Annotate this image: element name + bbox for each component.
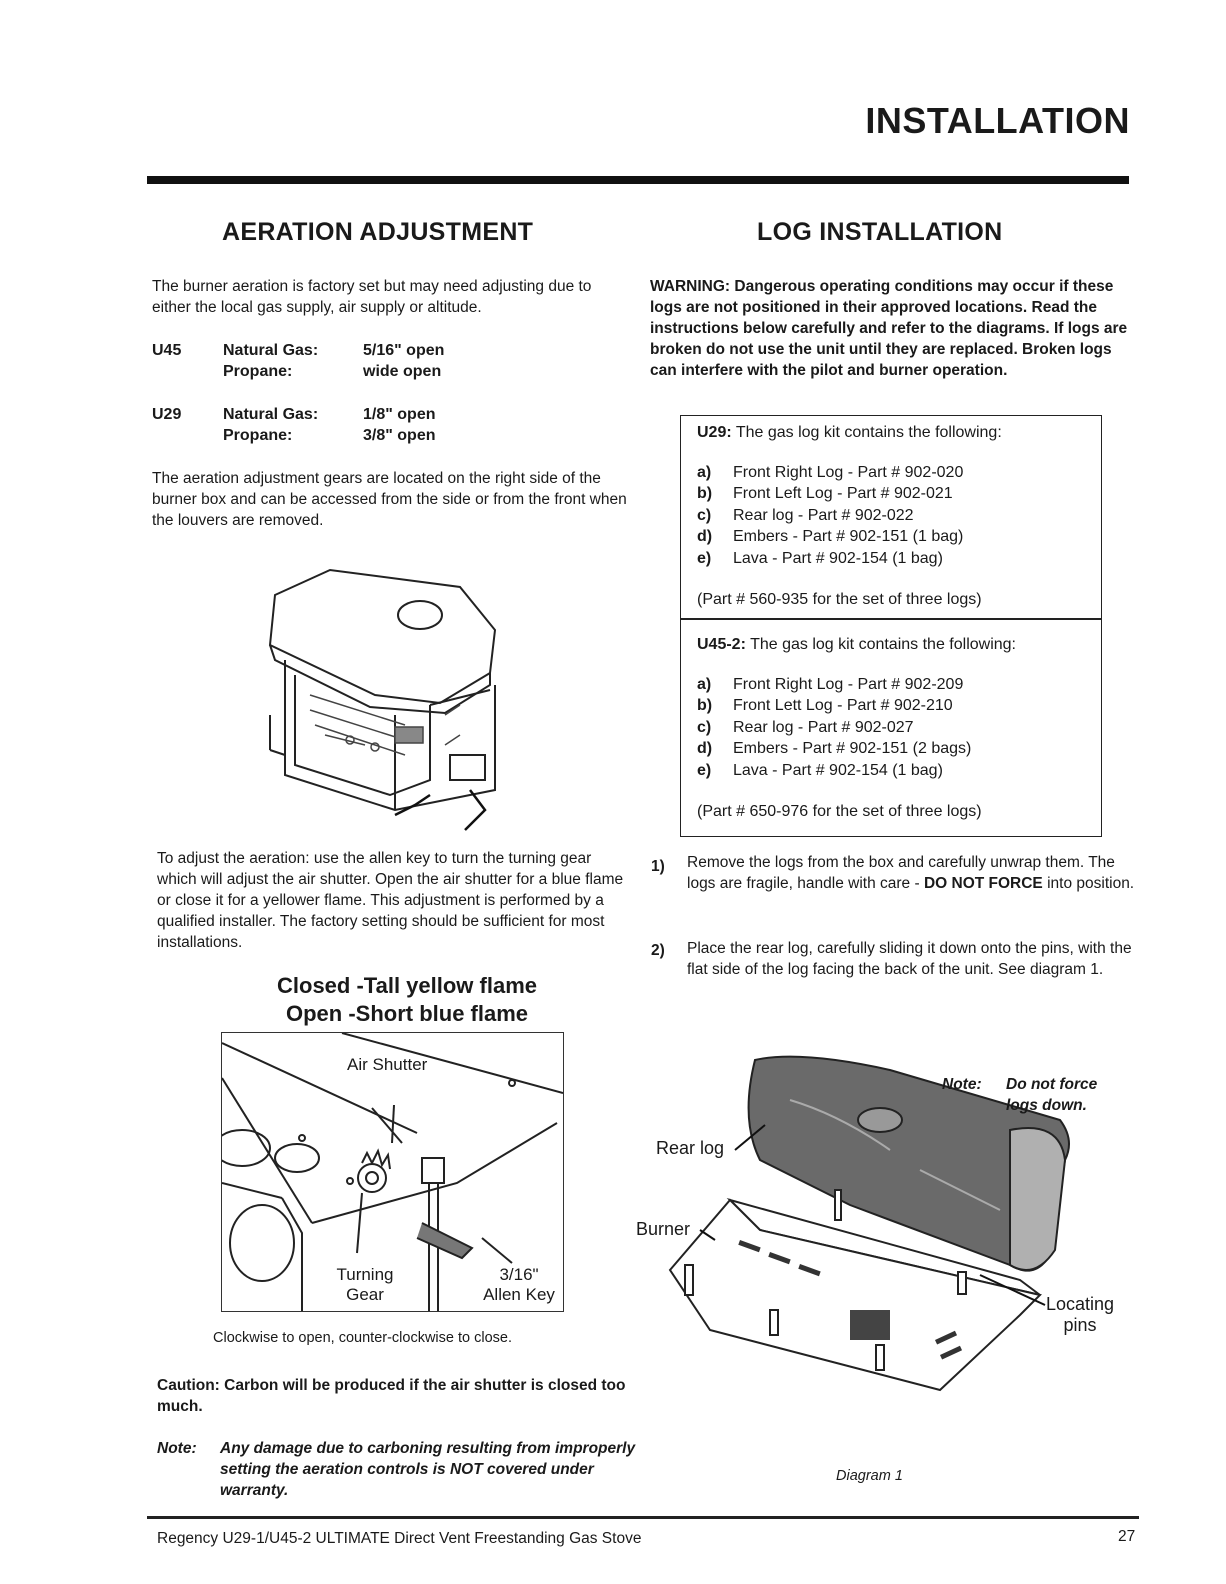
- diagram-note-line1: Do not force: [1006, 1076, 1098, 1093]
- step-text: [687, 852, 1137, 894]
- spec-value: 3/8" open: [363, 427, 436, 444]
- kit-intro: The gas log kit contains the following:: [745, 636, 1016, 653]
- stove-illustration: [255, 565, 515, 835]
- flame-caption: [222, 972, 592, 1028]
- kit-item: [697, 505, 1097, 527]
- step-body: Remove the logs from the box and carefully unwrap them. The logs are fragile, handle with care -: [687, 854, 1115, 892]
- gear-label: Gear: [346, 1285, 384, 1304]
- spec-model: U29: [152, 406, 182, 423]
- adjust-instructions: To adjust the aeration: use the allen key to turn the turning gear which will adjust the air shutter. Open the air shutter for a blue flame or close it for a yellower flame. This adjustment is performed by a qualified installer. The factory setting should be sufficient for most installations.: [157, 850, 624, 951]
- log-warning: WARNING: Dangerous operating conditions may occur if these logs are not positioned in their approved locations. Read the instructions below carefully and refer to the diagrams. If logs are broken do not use the unit until they are replaced. Broken logs can interfere with the pilot and burner operation.: [650, 278, 1128, 379]
- kit-item: [697, 760, 1097, 782]
- kit-model: U45-2:: [697, 636, 746, 653]
- item-letter: e): [697, 549, 712, 567]
- step-number: 1): [651, 858, 665, 875]
- pins-label: pins: [1063, 1315, 1097, 1335]
- item-letter: b): [697, 697, 713, 714]
- step-text: Place the rear log, carefully sliding it down onto the pins, with the flat side of the log facing the back of the unit. See diagram 1.: [687, 940, 1132, 978]
- kit-item: [697, 717, 1097, 739]
- flame-caption-open: Open -Short blue flame: [285, 1001, 529, 1026]
- spec-value: 5/16" open: [363, 342, 445, 359]
- item-text: Rear log - Part # 902-022: [733, 506, 914, 524]
- item-text: Rear log - Part # 902-027: [733, 718, 914, 736]
- flame-caption-closed: Closed -Tall yellow flame: [277, 973, 537, 998]
- spec-gas: Natural Gas:: [223, 342, 319, 359]
- diagram-note-label: Note:: [942, 1076, 982, 1093]
- rear-log-label: Rear log: [656, 1138, 725, 1158]
- kit-item: [697, 483, 1097, 505]
- kit-set: (Part # 650-976 for the set of three logs): [697, 803, 982, 820]
- spec-value: wide open: [363, 363, 442, 380]
- footer-text: Regency U29-1/U45-2 ULTIMATE Direct Vent Freestanding Gas Stove: [157, 1530, 642, 1547]
- diagram-caption: Diagram 1: [836, 1468, 903, 1484]
- air-shutter-label: Air Shutter: [347, 1055, 428, 1074]
- kit-item: [697, 674, 1097, 696]
- turning-label: Turning: [336, 1265, 394, 1284]
- rotation-text: Clockwise to open, counter-clockwise to close.: [213, 1330, 512, 1346]
- footer-rule: [147, 1516, 1139, 1519]
- log-kit-box: [680, 415, 1102, 837]
- allen-key-size: 3/16": [499, 1265, 539, 1284]
- item-letter: c): [697, 718, 712, 736]
- aeration-intro: The burner aeration is factory set but may need adjusting due to either the local gas supply, air supply or altitude.: [152, 278, 592, 316]
- kit-divider: [681, 618, 1101, 620]
- item-letter: d): [697, 740, 713, 757]
- kit-item: [697, 526, 1097, 548]
- allen-key-label: [474, 1265, 564, 1305]
- spec-model: U45: [152, 342, 182, 359]
- item-letter: d): [697, 528, 713, 545]
- burner-label: Burner: [636, 1219, 691, 1239]
- spec-gas: Natural Gas:: [223, 406, 319, 423]
- spec-u45: [152, 340, 612, 382]
- gears-location-text: The aeration adjustment gears are located on the right side of the burner box and can be accessed from the side or from the front when the louvers are removed.: [152, 470, 627, 529]
- diagram-note-line2: logs down.: [1006, 1097, 1087, 1114]
- allen-key-text: Allen Key: [483, 1285, 555, 1304]
- spec-value: 1/8" open: [363, 406, 436, 423]
- carbon-caution: Caution: Carbon will be produced if the air shutter is closed too much.: [157, 1377, 626, 1415]
- aeration-heading: AERATION ADJUSTMENT: [222, 218, 534, 246]
- kit-item: [697, 462, 1097, 484]
- kit-item: [697, 695, 1097, 717]
- locating-label: Locating: [1046, 1294, 1115, 1314]
- item-text: Lava - Part # 902-154 (1 bag): [733, 761, 943, 779]
- locating-pins-label: [1046, 1294, 1114, 1336]
- item-text: Embers - Part # 902-151 (1 bag): [733, 528, 964, 545]
- air-shutter-figure: [221, 1032, 564, 1312]
- page-number: 27: [1118, 1528, 1136, 1545]
- kit-model: U29:: [697, 424, 732, 441]
- item-letter: a): [697, 463, 712, 481]
- header-rule: [147, 176, 1129, 184]
- kit-item: [697, 738, 1097, 760]
- item-letter: b): [697, 485, 713, 502]
- spec-gas: Propane:: [223, 427, 293, 444]
- item-text: Embers - Part # 902-151 (2 bags): [733, 740, 972, 757]
- aeration-spec-table: [152, 340, 612, 446]
- kit-intro: The gas log kit contains the following:: [731, 424, 1002, 441]
- kit-item: [697, 548, 1097, 570]
- item-text: Lava - Part # 902-154 (1 bag): [733, 549, 943, 567]
- warranty-note: Any damage due to carboning resulting from improperly setting the aeration controls is NOT covered under warranty.: [220, 1440, 636, 1499]
- kit-u29: [697, 422, 1097, 611]
- kit-heading: [697, 634, 1097, 656]
- item-letter: a): [697, 675, 712, 693]
- item-text: Front Left Log - Part # 902-021: [733, 485, 953, 502]
- diagram-note: [1006, 1074, 1097, 1116]
- page-title: INSTALLATION: [865, 100, 1130, 141]
- note-label: Note:: [157, 1440, 197, 1457]
- kit-heading: [697, 422, 1097, 444]
- item-text: Front Right Log - Part # 902-209: [733, 675, 964, 693]
- kit-set: (Part # 560-935 for the set of three logs): [697, 591, 982, 608]
- item-text: Front Lett Log - Part # 902-210: [733, 697, 953, 714]
- spec-u29: [152, 404, 612, 446]
- item-letter: c): [697, 506, 712, 524]
- spec-gas: Propane:: [223, 363, 293, 380]
- turning-gear-label: [330, 1265, 400, 1305]
- kit-u45: [697, 634, 1097, 823]
- step-tail: into position.: [1042, 875, 1135, 892]
- step-emphasis: DO NOT FORCE: [923, 875, 1043, 892]
- step-number: 2): [651, 942, 665, 959]
- item-text: Front Right Log - Part # 902-020: [733, 463, 964, 481]
- log-installation-heading: LOG INSTALLATION: [757, 218, 1003, 246]
- item-letter: e): [697, 761, 712, 779]
